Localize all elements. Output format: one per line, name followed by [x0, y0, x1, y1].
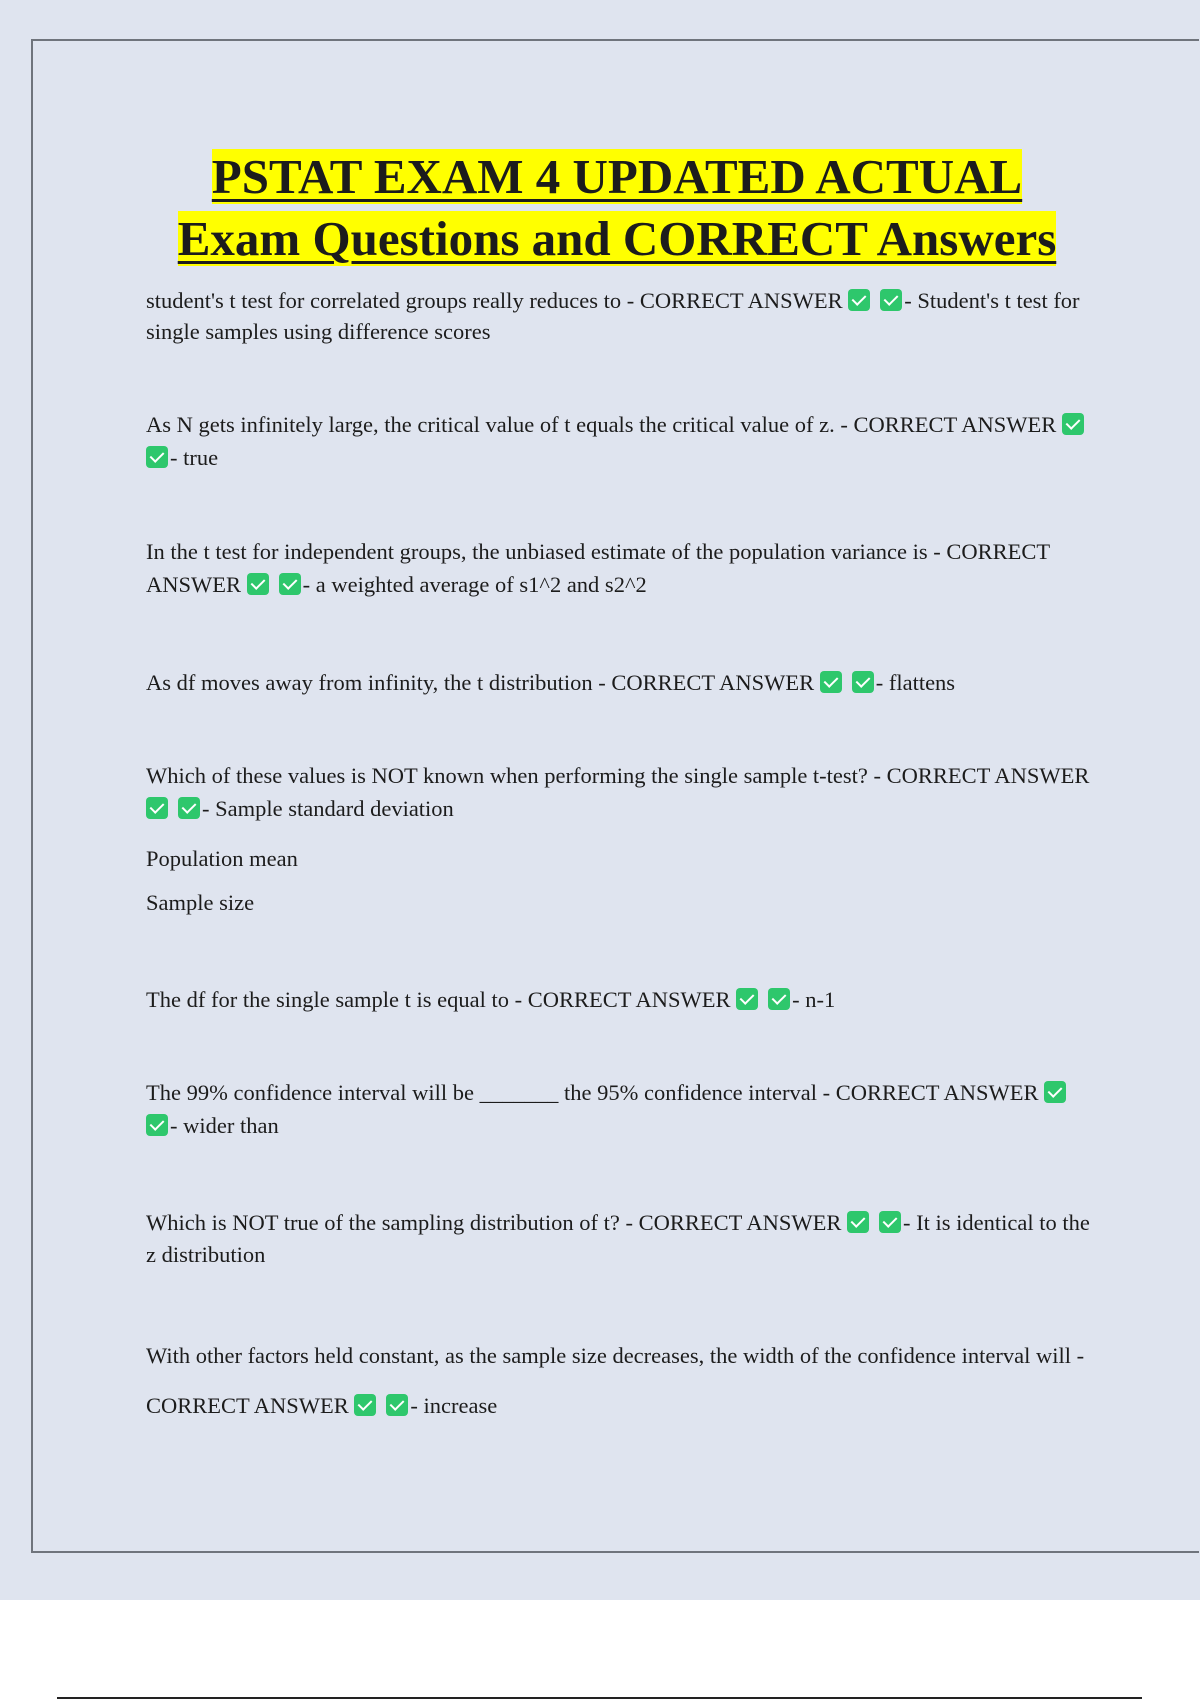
question-text: The df for the single sample t is equal to - CORRECT ANSWER: [146, 987, 731, 1012]
qa-item-1: [146, 285, 1096, 347]
question-text: Which of these values is NOT known when performing the single sample t-test? - CORRECT ANSWER: [146, 763, 1090, 788]
title-line-1: PSTAT EXAM 4 UPDATED ACTUAL: [211, 149, 1023, 204]
check-box-icon: [279, 573, 301, 595]
check-box-icon: [1062, 413, 1084, 435]
page-title: [0, 146, 1200, 270]
check-box-icon: [146, 1114, 168, 1136]
qa-item-2: [146, 408, 1096, 474]
qa-item-8: [146, 1207, 1096, 1271]
question-text: As N gets infinitely large, the critical value of t equals the critical value of z. - CORRECT ANSWER: [146, 412, 1057, 437]
check-box-icon: [247, 573, 269, 595]
answer-text: - Sample standard deviation: [202, 796, 454, 821]
check-box-icon: [880, 289, 902, 311]
check-box-icon: [768, 988, 790, 1010]
check-box-icon: [146, 446, 168, 468]
question-text: As df moves away from infinity, the t distribution - CORRECT ANSWER: [146, 670, 815, 695]
answer-text: - increase: [410, 1393, 498, 1418]
answer-option: Population mean: [146, 846, 298, 871]
answer-text: - true: [170, 445, 219, 470]
check-box-icon: [178, 797, 200, 819]
check-box-icon: [879, 1211, 901, 1233]
answer-option: Sample size: [146, 890, 255, 915]
question-text: Which is NOT true of the sampling distribution of t? - CORRECT ANSWER: [146, 1210, 842, 1235]
check-box-icon: [146, 797, 168, 819]
qa-item-7: [146, 1076, 1096, 1142]
answer-text: - It is identical to the z distribution: [146, 1210, 1090, 1267]
answer-text: - Student's t test for single samples using difference scores: [146, 288, 1080, 344]
check-box-icon: [848, 289, 870, 311]
qa-item-3: [146, 535, 1096, 601]
qa-item-6: [146, 983, 1096, 1016]
check-box-icon: [852, 671, 874, 693]
answer-text: - n-1: [792, 987, 836, 1012]
question-text: student's t test for correlated groups really reduces to - CORRECT ANSWER: [146, 288, 843, 313]
question-text: The 99% confidence interval will be _______ the 95% confidence interval - CORRECT ANSWER: [146, 1080, 1039, 1105]
check-box-icon: [847, 1211, 869, 1233]
answer-text: - flattens: [875, 670, 956, 695]
check-box-icon: [736, 988, 758, 1010]
question-text: In the t test for independent groups, the unbiased estimate of the population variance is - CORRECT ANSWER: [146, 539, 1050, 597]
answer-text: - wider than: [170, 1113, 279, 1138]
check-box-icon: [820, 671, 842, 693]
title-line-2: Exam Questions and CORRECT Answers: [177, 211, 1057, 266]
answer-text: - a weighted average of s1^2 and s2^2: [302, 572, 647, 597]
check-box-icon: [1044, 1081, 1066, 1103]
qa-item-4: [146, 666, 1096, 699]
qa-item-9: [146, 1331, 1096, 1431]
check-box-icon: [354, 1394, 376, 1416]
qa-item-5: [146, 759, 1096, 825]
question-text: With other factors held constant, as the sample size decreases, the width of the confidence interval will - CORRECT ANSWER: [146, 1343, 1085, 1418]
footer-divider: [57, 1697, 1142, 1699]
check-box-icon: [386, 1394, 408, 1416]
